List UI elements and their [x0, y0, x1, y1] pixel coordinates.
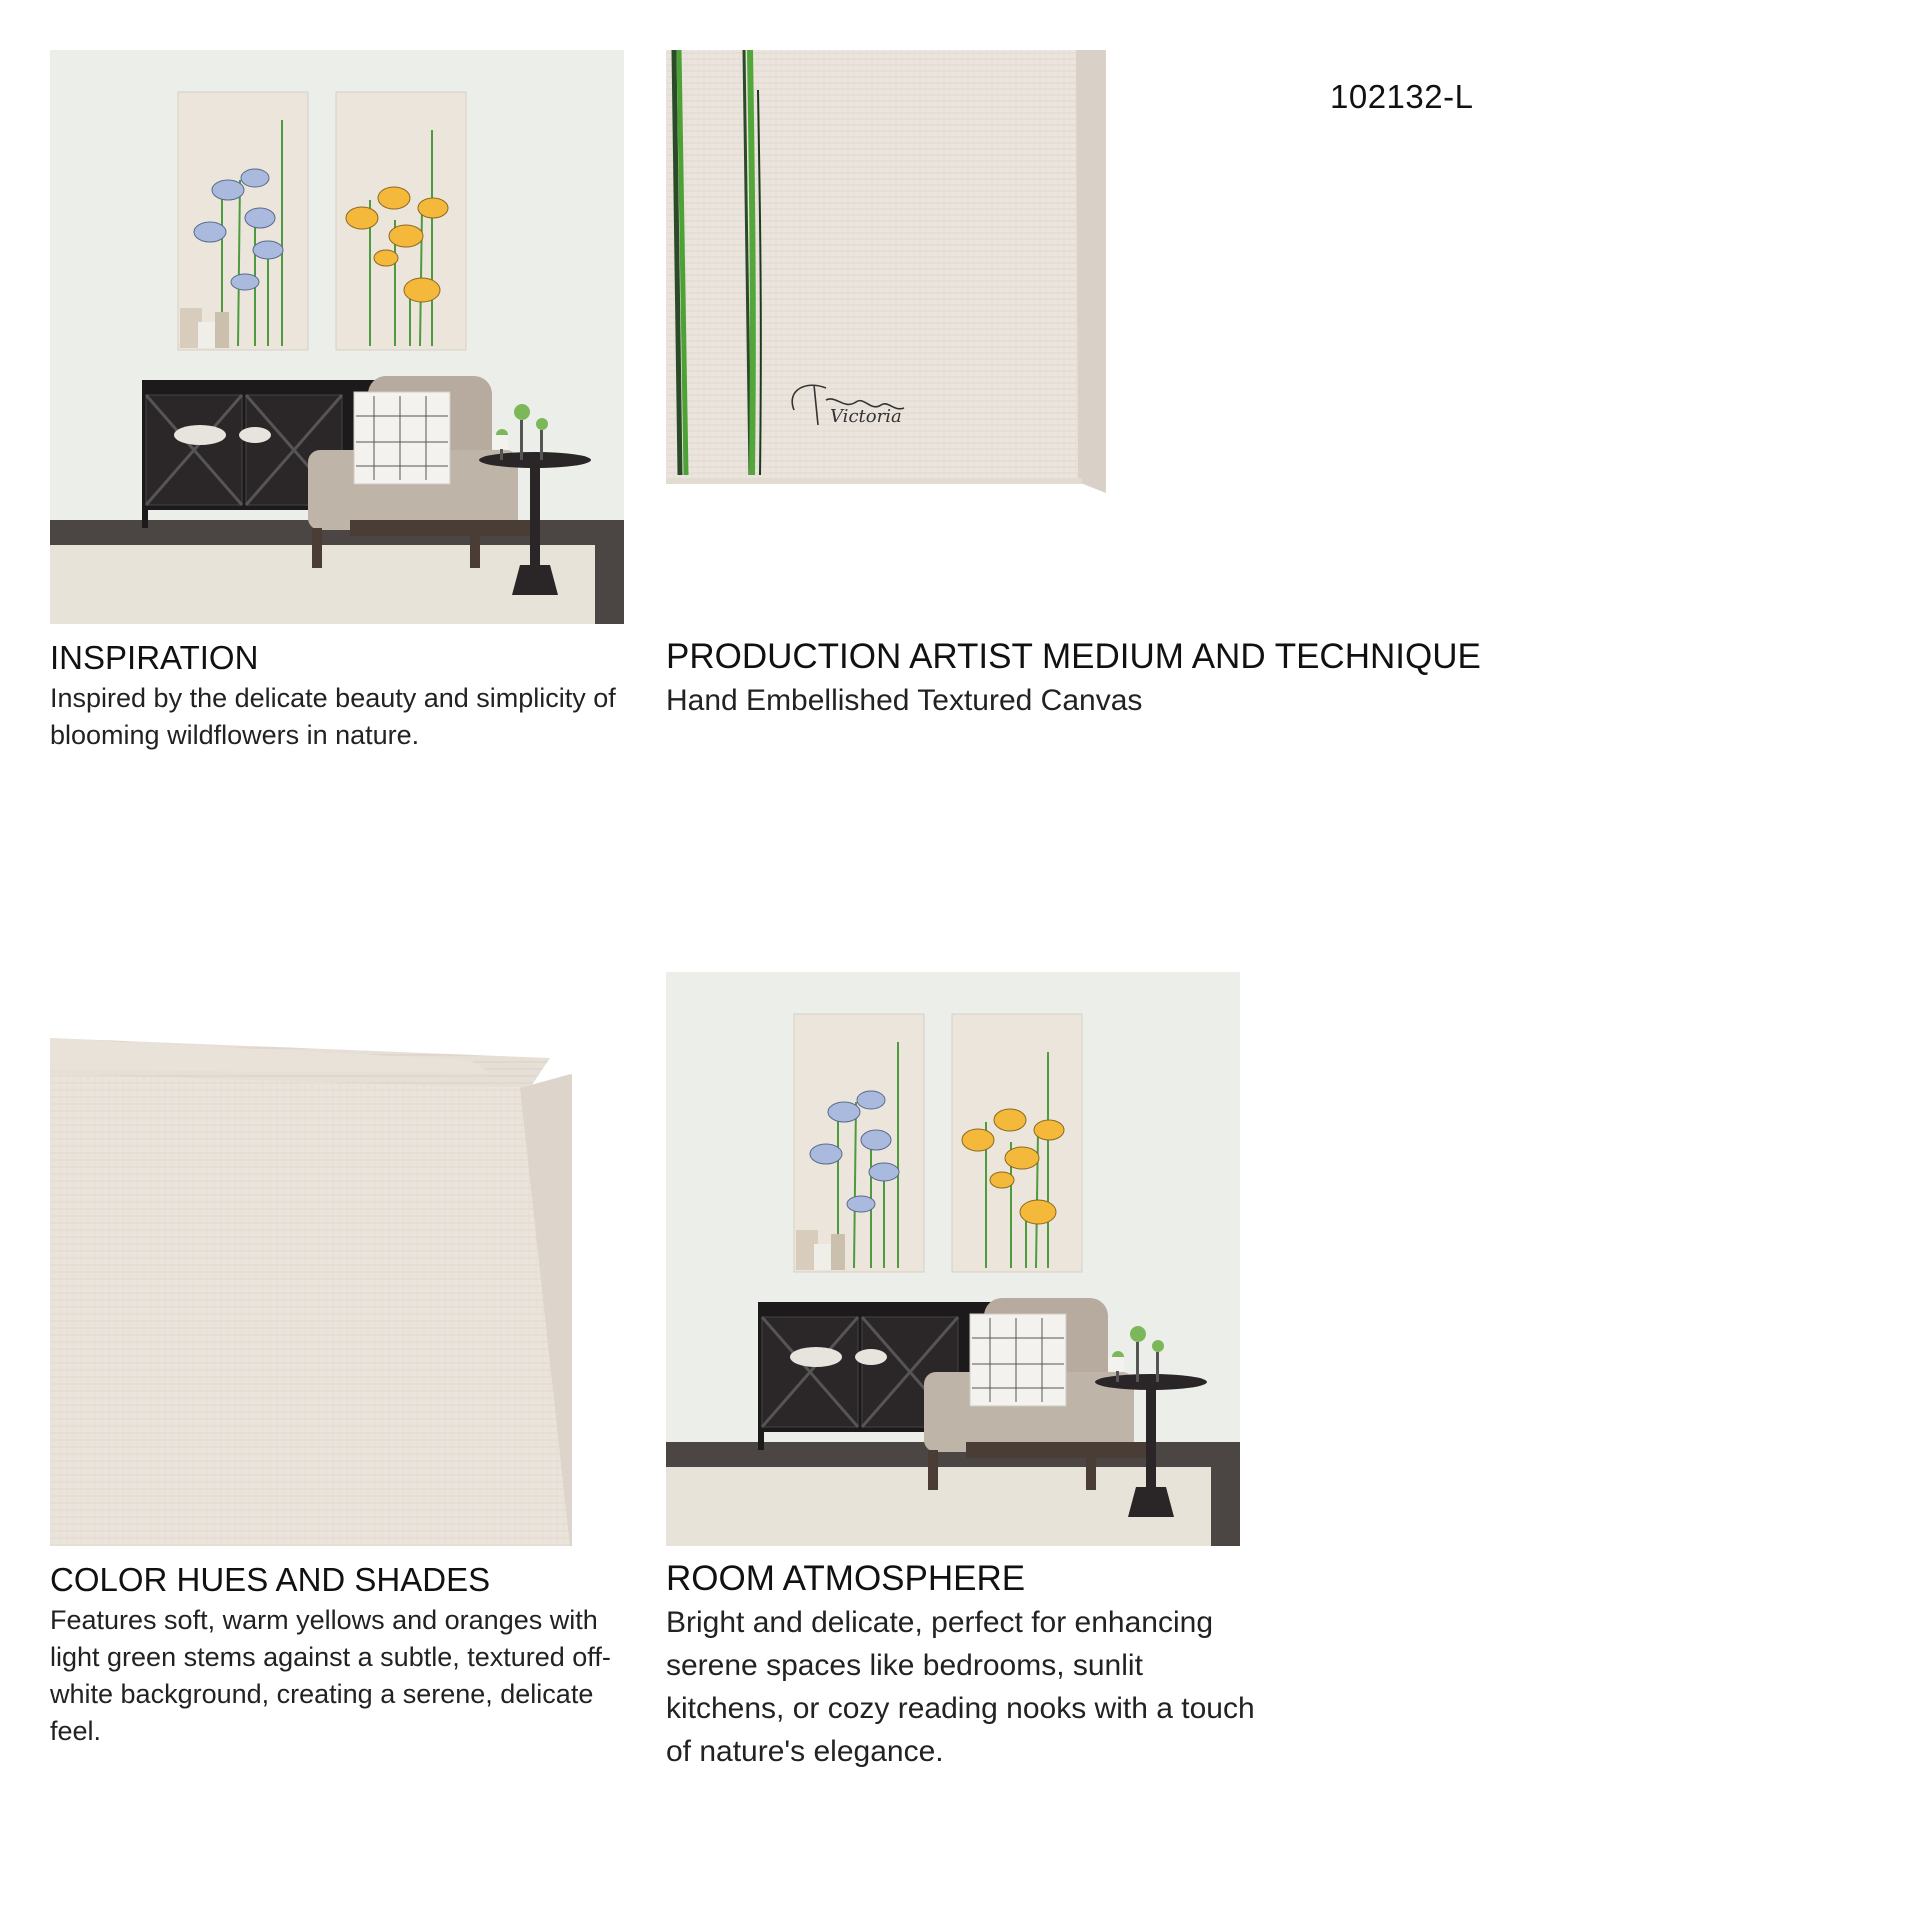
- canvas-corner-illustration: [50, 1038, 572, 1546]
- production-block: [666, 638, 1566, 722]
- production-body: Hand Embellished Textured Canvas: [666, 683, 1143, 717]
- inspiration-block: [50, 640, 640, 754]
- signature-text: Victoria: [830, 406, 902, 427]
- room-scene-illustration: [50, 50, 624, 624]
- inspiration-body: Inspired by the delicate beauty and simplicity of blooming wildflowers in nature.: [50, 683, 616, 751]
- production-heading: PRODUCTION ARTIST MEDIUM AND TECHNIQUE: [666, 637, 1481, 676]
- canvas-detail-illustration: [666, 50, 1106, 493]
- room-photo-top: [50, 50, 624, 624]
- product-code: 102132-L: [1330, 78, 1474, 115]
- canvas-corner-photo: [50, 1038, 572, 1546]
- room-heading: ROOM ATMOSPHERE: [666, 1559, 1026, 1598]
- room-block: [666, 1560, 1256, 1773]
- inspiration-heading: INSPIRATION: [50, 639, 259, 676]
- color-heading: COLOR HUES AND SHADES: [50, 1561, 491, 1598]
- room-body: Bright and delicate, perfect for enhancing serene spaces like bedrooms, sunlit kitchens, or cozy reading nooks with a touch of nature's elegance.: [666, 1605, 1255, 1768]
- room-photo-bottom: [666, 972, 1240, 1546]
- color-body: Features soft, warm yellows and oranges with light green stems against a subtle, textured off-white background, creating a serene, delicate feel.: [50, 1605, 611, 1747]
- color-block: [50, 1562, 640, 1750]
- room-scene-illustration-bottom: [666, 972, 1240, 1546]
- canvas-closeup-photo: [666, 50, 1106, 493]
